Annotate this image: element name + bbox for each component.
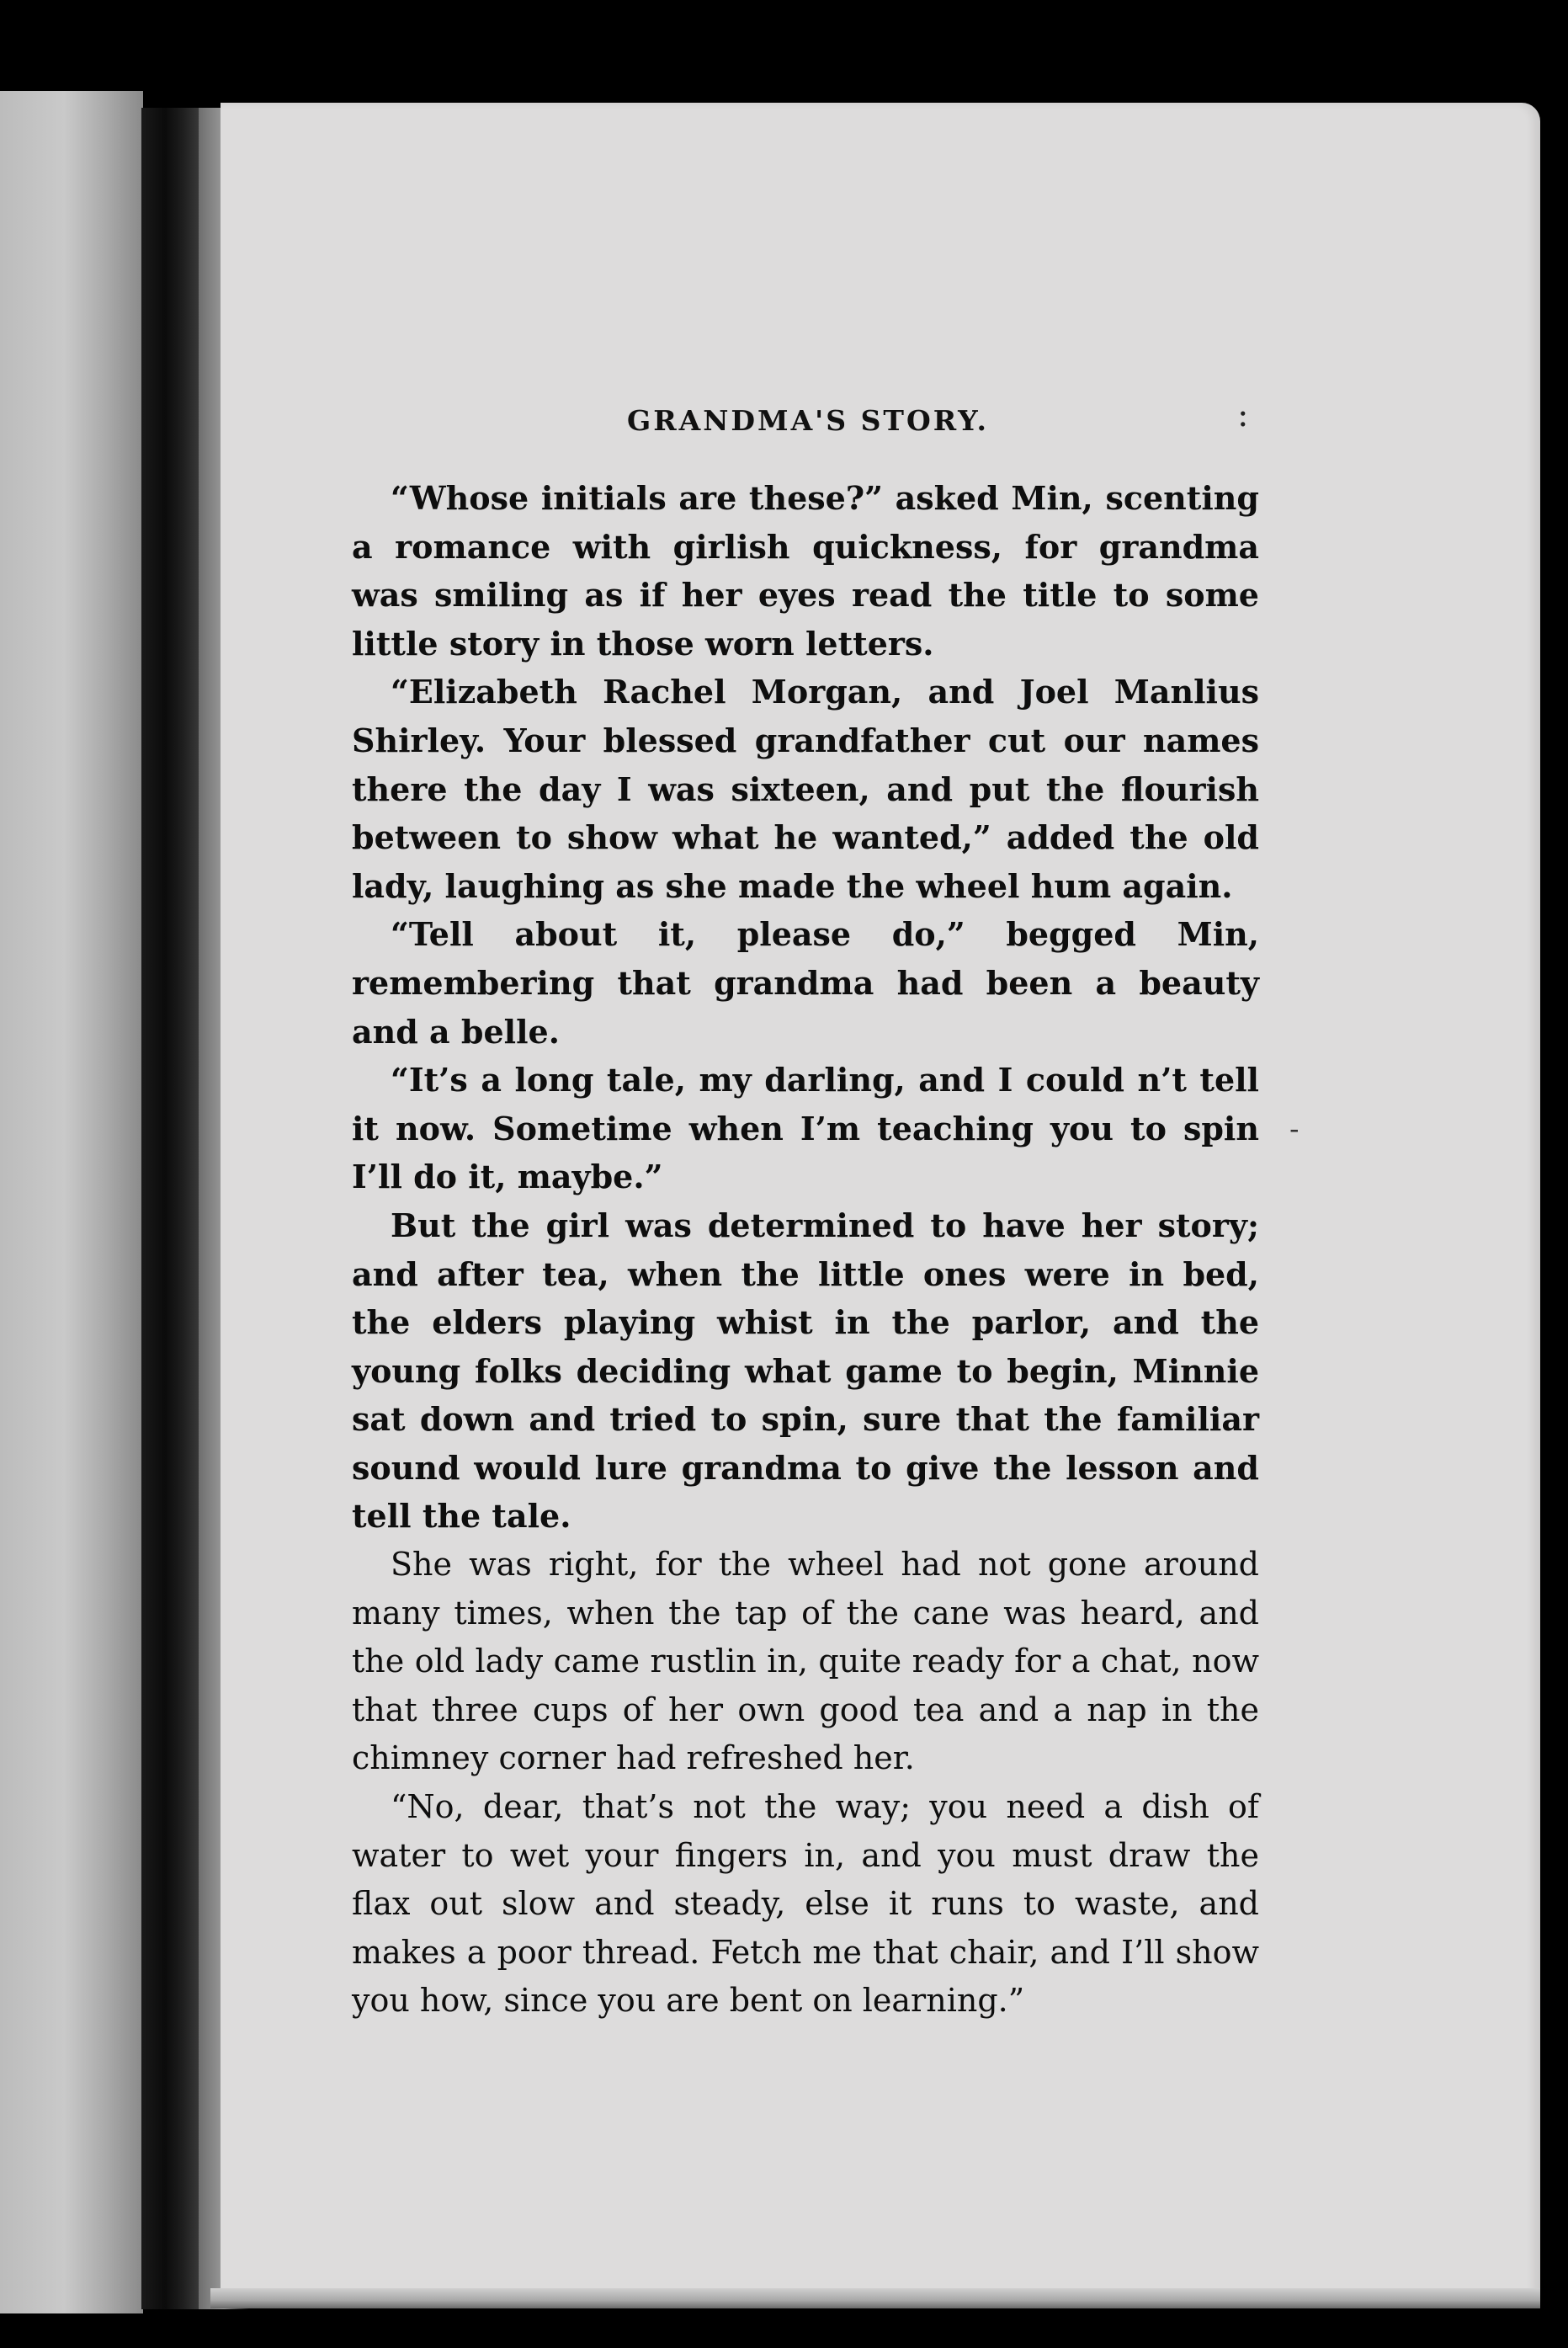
paragraph: But the girl was determined to have her story; and after tea, when the little ones were in bed, the elders playing whist in the parlor, and the young folks deciding what game to begin, Minnie sat down and tried to spin, sure that the familiar sound would lure grandma to give the lesson and tell the tale. <box>352 1206 1259 1536</box>
page-bottom-edge <box>210 2288 1540 2308</box>
head-mark: : <box>1237 396 1249 434</box>
running-head: GRANDMA'S STORY. <box>627 404 989 437</box>
body-text <box>352 474 1259 2026</box>
paragraph: “It’s a long tale, my darling, and I could n’t tell it now. Sometime when I’m teaching you to spin I’ll do it, maybe.” <box>352 1061 1259 1196</box>
book-binding <box>141 108 200 2309</box>
paragraph: “No, dear, that’s not the way; you need a dish of water to wet your fingers in, and you must draw the flax out slow and steady, else it runs to waste, and makes a poor thread. Fetch me that chair, and I’ll show you how, since you are bent on learning.” <box>352 1788 1259 2020</box>
paragraph: “Whose initials are these?” asked Min, scenting a romance with girlish quickness, for grandma was smiling as if her eyes read the title to some little story in those worn letters. <box>352 479 1259 663</box>
paragraph: “Tell about it, please do,” begged Min, remembering that grandma had been a beauty and a belle. <box>352 915 1259 1051</box>
paragraph: “Elizabeth Rachel Morgan, and Joel Manlius Shirley. Your blessed grandfather cut our names there the day I was sixteen, and put the flourish between to show what he wanted,” added the old lady, laughing as she made the wheel hum again. <box>352 673 1259 905</box>
facing-page-edge <box>0 91 143 2313</box>
paragraph: She was right, for the wheel had not gone around many times, when the tap of the cane was heard, and the old lady came rustlin in, quite ready for a chat, now that three cups of her own good tea and a nap in the chimney corner had refreshed her. <box>352 1546 1259 1777</box>
margin-mark: - <box>1289 1113 1300 1145</box>
